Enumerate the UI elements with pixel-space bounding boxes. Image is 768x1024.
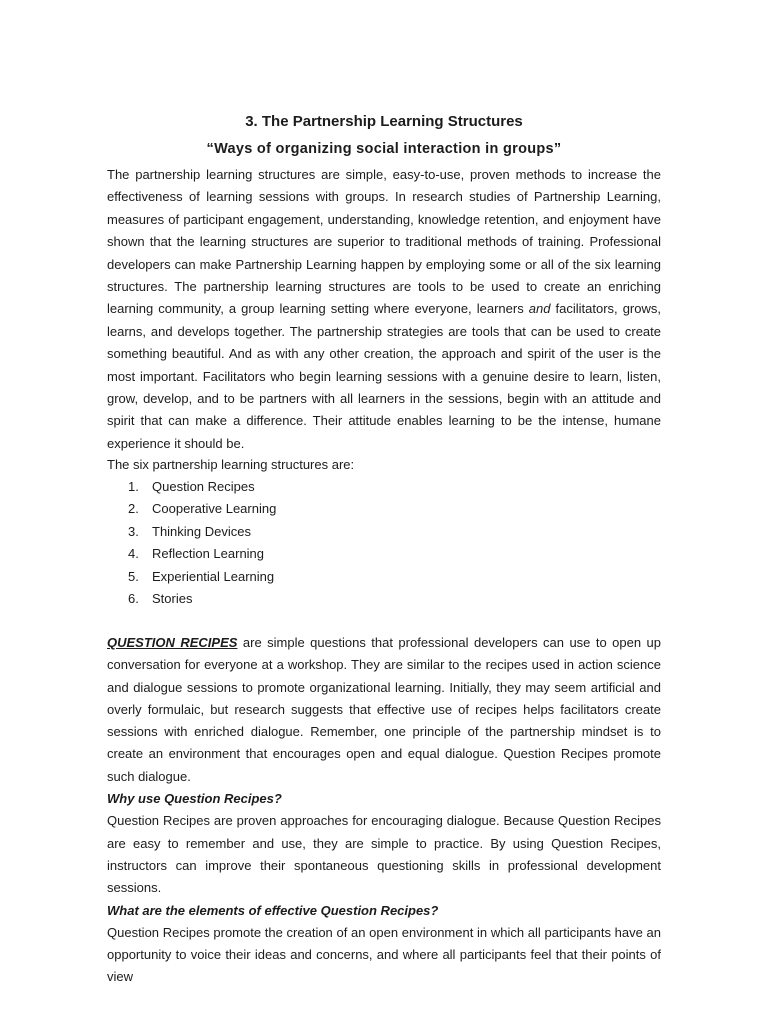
list-item-number: 2. (128, 501, 139, 517)
list-item-label: Cooperative Learning (152, 501, 277, 517)
why-use-paragraph: Question Recipes are proven approaches for encouraging dialogue. Because Question Recipes are easy to remember and use, they are simple to practice. By using Question Recipes, instructors can improve their spontaneous questioning skills in professional development sessions. (107, 813, 661, 896)
list-item-label: Thinking Devices (152, 523, 251, 539)
list-item-number: 6. (128, 591, 139, 607)
why-use-heading: Why use Question Recipes? (107, 791, 282, 807)
list-item (107, 476, 276, 498)
list-item (107, 588, 276, 610)
list-item (107, 566, 276, 588)
structures-list-intro: The six partnership learning structures are: (107, 457, 355, 472)
section-subtitle: “Ways of organizing social interaction in groups” (206, 141, 562, 157)
intro-text-end: facilitators, grows, learns, and develops together. The partnership strategies are tools that can be used to create something beautiful. And as with any other creation, the approach and spirit of the user is the most important. Facilitators who begin learning sessions with a genuine desire to learn, listen, grow, develop, and to be partners with all learners in the sessions, begin with an attitude and spirit that can make a difference. Their attitude enables learning to be the intense, humane experience it should be. (107, 301, 661, 451)
list-item (107, 498, 276, 520)
structures-list (107, 476, 276, 610)
list-item-label: Question Recipes (152, 479, 255, 494)
question-recipes-text: are simple questions that professional developers can use to open up conversation for everyone at a workshop. They are similar to the recipes used in action science and dialogue sessions to promote organizational learning. Initially, they may seem artificial and overly formulaic, but research suggests that effective use of recipes helps facilitators create sessions with enriched dialogue. Remember, one principle of the partnership mindset is to create an environment that encourages open and equal dialogue. Question Recipes promote such dialogue. (107, 635, 662, 784)
list-item-number: 4. (128, 546, 139, 562)
list-item-label: Stories (152, 591, 193, 607)
section-title: 3. The Partnership Learning Structures (245, 113, 523, 130)
elements-paragraph: Question Recipes promote the creation of an open environment in which all participants have an opportunity to voice their ideas and concerns, and where all participants feel that their points of view (107, 924, 661, 985)
intro-paragraph (107, 164, 661, 455)
list-item-number: 1. (128, 479, 139, 494)
intro-text-start: The partnership learning structures are simple, easy-to-use, proven methods to increase the effectiveness of learning sessions with groups. In research studies of Partnership Learning, measures of participant engagement, understanding, knowledge retention, and enjoyment have shown that the learning structures are superior to traditional methods of training. Professional developers can make Partnership Learning happen by employing some or all of the six learning structures. The partnership learning structures are tools to be used to create an enriching learning community, a group learning setting where everyone, learners (107, 167, 661, 317)
list-item-number: 5. (128, 568, 139, 584)
list-item (107, 521, 276, 543)
list-item-label: Experiential Learning (152, 568, 275, 584)
question-recipes-paragraph (107, 632, 661, 788)
question-recipes-section (107, 632, 661, 989)
intro-emphasis: and (528, 301, 551, 317)
list-item-number: 3. (128, 523, 139, 539)
question-recipes-term: QUESTION RECIPES (107, 635, 238, 650)
elements-heading: What are the elements of effective Question Recipes? (107, 902, 439, 918)
list-item (107, 543, 276, 565)
list-item-label: Reflection Learning (152, 546, 265, 562)
